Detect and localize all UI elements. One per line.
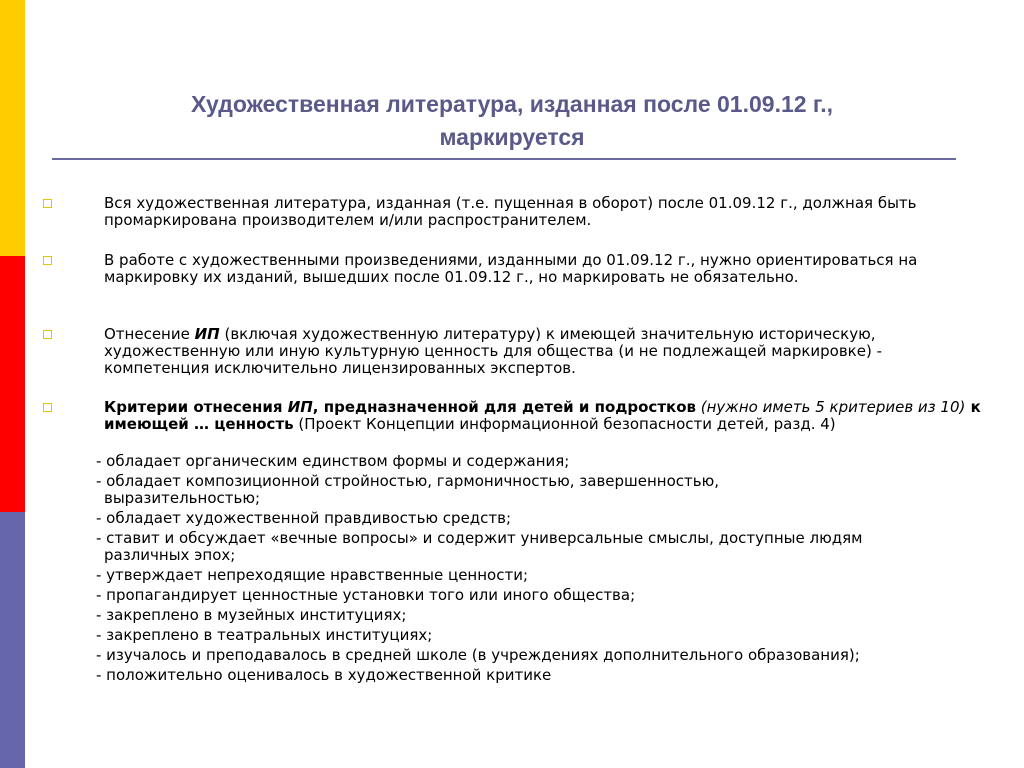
accent-stripe-yellow <box>0 0 25 256</box>
square-bullet-icon <box>43 256 52 265</box>
bullet-4-bold1: Критерии отнесения <box>104 398 288 416</box>
criteria-item-line1: - ставит и обсуждает «вечные вопросы» и содержит универсальные смыслы, доступные людям <box>96 529 863 547</box>
bullet-item-2 <box>104 252 984 286</box>
bullet-2-text: В работе с художественными произведениями, изданными до 01.09.12 г., нужно ориентироваться на маркировку их изданий, вышедших после 01.09.12 г., но маркировать не обязательно. <box>104 251 918 286</box>
bullet-4-bold3: к имеющей … ценность <box>104 398 981 433</box>
bullet-item-1 <box>104 195 984 229</box>
slide-title-line1: Художественная литература, изданная после 01.09.12 г., <box>190 91 833 117</box>
criteria-item <box>96 530 976 564</box>
bullet-4-italic: (нужно иметь 5 критериев из 10) <box>696 398 966 416</box>
bullet-item-3 <box>104 326 984 377</box>
criteria-item-line1: - обладает художественной правдивостью средств; <box>96 509 512 527</box>
bullet-3-ip: ИП <box>194 325 220 343</box>
criteria-item <box>96 607 976 624</box>
criteria-item <box>96 473 976 507</box>
criteria-item <box>96 567 976 584</box>
bullet-1-text: Вся художественная литература, изданная (т.е. пущенная в оборот) после 01.09.12 г., должная быть промаркирована производителем и/или распространителем. <box>104 194 917 229</box>
criteria-item-line2: выразительностью; <box>104 489 261 507</box>
bullet-4-bold2: , предназначенной для детей и подростков <box>312 398 696 416</box>
square-bullet-icon <box>43 330 52 339</box>
criteria-item <box>96 510 976 527</box>
slide-title-line2: маркируется <box>439 124 585 150</box>
criteria-item <box>96 453 976 470</box>
criteria-item-line1: - положительно оценивалось в художественной критике <box>96 666 552 684</box>
criteria-item-line1: - закреплено в театральных институциях; <box>96 626 433 644</box>
criteria-item-line1: - обладает композиционной стройностью, гармоничностью, завершенностью, <box>96 472 719 490</box>
criteria-item-line1: - пропагандирует ценностные установки того или иного общества; <box>96 586 636 604</box>
accent-stripe-blue <box>0 512 25 768</box>
bullet-item-4 <box>104 399 984 433</box>
criteria-item <box>96 647 976 664</box>
square-bullet-icon <box>43 199 52 208</box>
criteria-item-line1: - закреплено в музейных институциях; <box>96 606 407 624</box>
criteria-list <box>96 453 976 687</box>
criteria-item-line1: - утверждает непреходящие нравственные ценности; <box>96 566 528 584</box>
bullet-4-ip: ИП <box>287 398 313 416</box>
criteria-item <box>96 627 976 644</box>
criteria-item-line1: - обладает органическим единством формы и содержания; <box>96 452 570 470</box>
bullet-3-pre: Отнесение <box>104 325 195 343</box>
criteria-item <box>96 667 976 684</box>
bullet-4-normal: (Проект Концепции информационной безопасности детей, разд. 4) <box>293 415 836 433</box>
criteria-item <box>96 587 976 604</box>
square-bullet-icon <box>43 403 52 412</box>
criteria-item-line1: - изучалось и преподавалось в средней школе (в учреждениях дополнительного образования); <box>96 646 860 664</box>
slide-title <box>100 88 924 154</box>
title-divider <box>52 158 956 160</box>
bullet-3-post: (включая художественную литературу) к имеющей значительную историческую, художественную или иную культурную ценность для общества (и не подлежащей маркировке) - компетенция исключительно лицензированных экспертов. <box>104 325 883 377</box>
accent-stripe-red <box>0 256 25 512</box>
criteria-item-line2: различных эпох; <box>104 546 236 564</box>
